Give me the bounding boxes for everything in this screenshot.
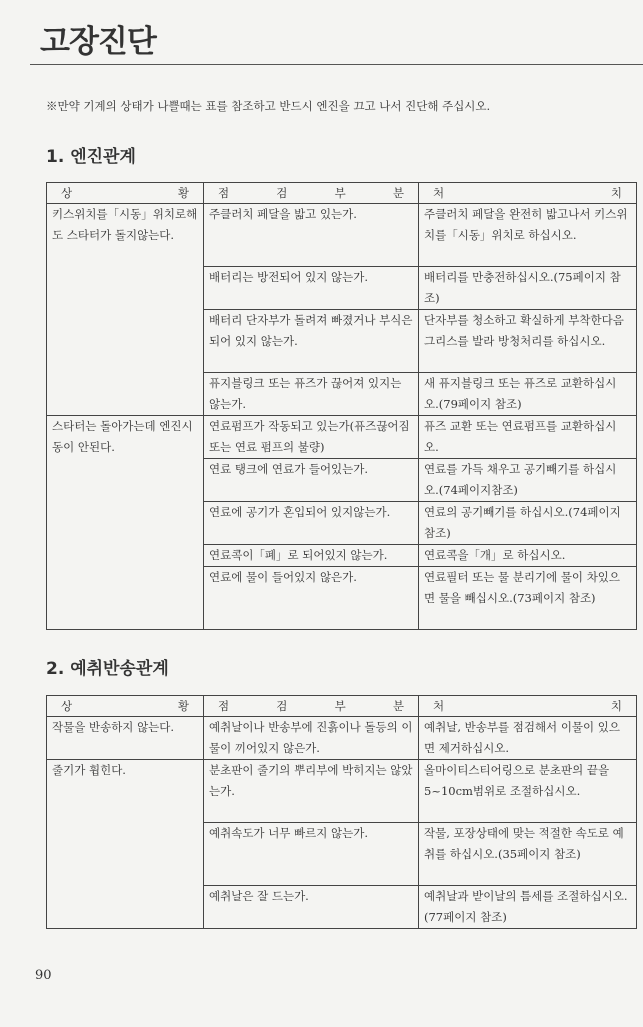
page-number: 90 bbox=[35, 968, 52, 983]
check-cell: 분초판이 줄기의 뿌리부에 박히지는 않았는가. bbox=[204, 760, 419, 823]
action-cell: 주클러치 페달을 완전히 밟고나서 키스위치를「시동」위치로 하십시오. bbox=[419, 204, 637, 267]
engine-troubleshooting-table bbox=[46, 182, 637, 630]
title-rule bbox=[30, 64, 643, 65]
action-cell: 연료를 가득 채우고 공기빼기를 하십시오.(74페이지참조) bbox=[419, 459, 637, 502]
action-cell: 배터리를 만충전하십시오.(75페이지 참조) bbox=[419, 267, 637, 310]
action-cell: 단자부를 청소하고 확실하게 부착한다음 그리스를 발라 방청처리를 하십시오. bbox=[419, 310, 637, 373]
action-cell: 새 퓨지블링크 또는 퓨즈로 교환하십시오.(79페이지 참조) bbox=[419, 373, 637, 416]
header-check: 점 검 부 분 bbox=[204, 696, 419, 717]
table-header-row bbox=[47, 696, 637, 717]
check-cell: 퓨지블링크 또는 퓨즈가 끊어져 있지는 않는가. bbox=[204, 373, 419, 416]
action-cell: 예취날, 반송부를 점검해서 이물이 있으면 제거하십시오. bbox=[419, 717, 637, 760]
table-row bbox=[47, 760, 637, 823]
check-cell: 연료콕이「폐」로 되어있지 않는가. bbox=[204, 545, 419, 567]
table-row bbox=[47, 204, 637, 267]
check-cell: 배터리 단자부가 돌려져 빠졌거나 부식은되어 있지 않는가. bbox=[204, 310, 419, 373]
action-cell: 올마이티스티어링으로 분초판의 끝을 5~10cm범위로 조절하십시오. bbox=[419, 760, 637, 823]
check-cell: 연료에 공기가 혼입되어 있지않는가. bbox=[204, 502, 419, 545]
table-header-row bbox=[47, 183, 637, 204]
situation-cell: 키스위치를「시동」위치로해도 스타터가 돌지않는다. bbox=[47, 204, 204, 416]
check-cell: 예취속도가 너무 빠르지 않는가. bbox=[204, 823, 419, 886]
header-action: 처 치 bbox=[419, 696, 637, 717]
table-row bbox=[47, 416, 637, 459]
check-cell: 연료펌프가 작동되고 있는가(퓨즈끊어짐 또는 연료 펌프의 불량) bbox=[204, 416, 419, 459]
header-situation: 상 황 bbox=[47, 183, 204, 204]
check-cell: 주클러치 페달을 밟고 있는가. bbox=[204, 204, 419, 267]
table-row bbox=[47, 717, 637, 760]
situation-cell: 작물을 반송하지 않는다. bbox=[47, 717, 204, 760]
section-heading-engine: 1. 엔진관계 bbox=[46, 147, 136, 167]
situation-cell: 줄기가 휩힌다. bbox=[47, 760, 204, 929]
check-cell: 배터리는 방전되어 있지 않는가. bbox=[204, 267, 419, 310]
action-cell: 연료콕을「개」로 하십시오. bbox=[419, 545, 637, 567]
situation-cell: 스타터는 돌아가는데 엔진시동이 안된다. bbox=[47, 416, 204, 630]
header-check: 점 검 부 분 bbox=[204, 183, 419, 204]
check-cell: 예취날은 잘 드는가. bbox=[204, 886, 419, 929]
action-cell: 연료의 공기빼기를 하십시오.(74페이지 참조) bbox=[419, 502, 637, 545]
action-cell: 연료필터 또는 물 분리기에 물이 차있으면 물을 빼십시오.(73페이지 참조) bbox=[419, 567, 637, 630]
header-situation: 상 황 bbox=[47, 696, 204, 717]
check-cell: 예취날이나 반송부에 진흙이나 돌등의 이물이 끼어있지 않은가. bbox=[204, 717, 419, 760]
harvest-transport-troubleshooting-table bbox=[46, 695, 637, 929]
safety-note: ※만약 기계의 상태가 나쁠때는 표를 참조하고 반드시 엔진을 끄고 나서 진단해 주십시오. bbox=[46, 99, 491, 113]
page-title: 고장진단 bbox=[40, 24, 156, 60]
header-action: 처 치 bbox=[419, 183, 637, 204]
action-cell: 퓨즈 교환 또는 연료펌프를 교환하십시오. bbox=[419, 416, 637, 459]
section-heading-harvest-transport: 2. 예취반송관계 bbox=[46, 659, 169, 679]
action-cell: 작물, 포장상태에 맞는 적절한 속도로 예취를 하십시오.(35페이지 참조) bbox=[419, 823, 637, 886]
check-cell: 연료에 물이 들어있지 않은가. bbox=[204, 567, 419, 630]
action-cell: 예취날과 받이날의 틈세를 조절하십시오.(77페이지 참조) bbox=[419, 886, 637, 929]
check-cell: 연료 탱크에 연료가 들어있는가. bbox=[204, 459, 419, 502]
